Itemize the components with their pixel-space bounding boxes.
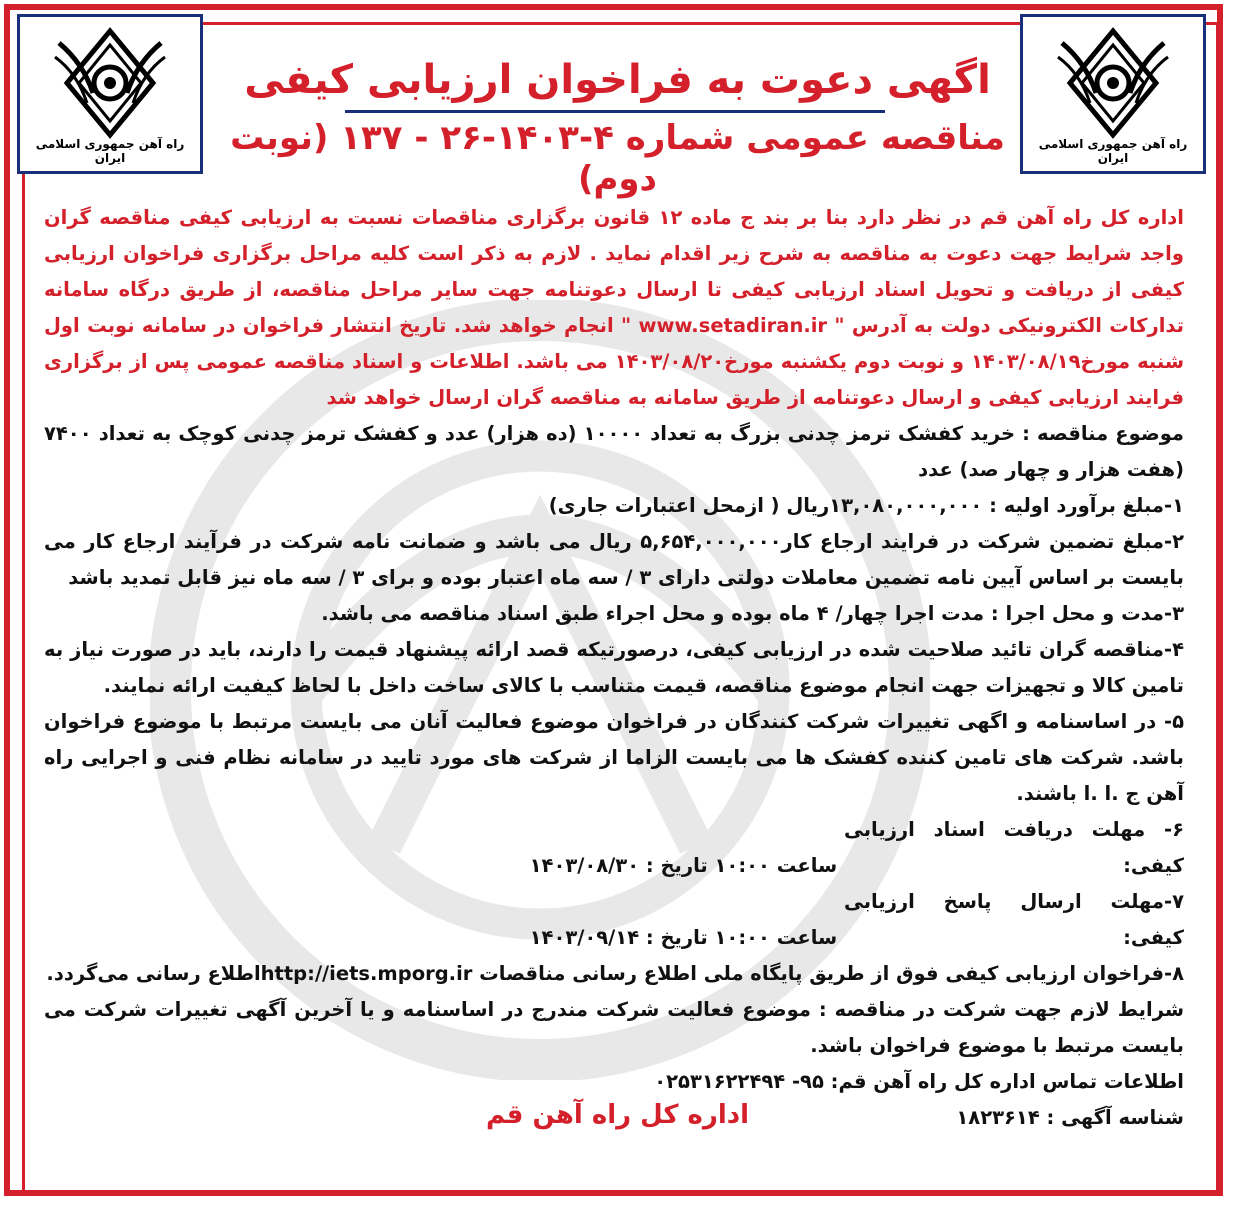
title-underline: [345, 110, 885, 113]
item-doc-deadline: [44, 812, 1184, 884]
issuer-signature: اداره کل راه آهن قم: [486, 1100, 749, 1130]
item-response-deadline: [44, 884, 1184, 956]
intro-paragraph: اداره کل راه آهن قم در نظر دارد بنا بر بند ج ماده ۱۲ قانون برگزاری مناقصات نسبت به ارزیابی کیفی مناقصه گران واجد شرایط جهت دعوت به مناقصه به شرح زیر اقدام نماید . لازم به ذکر است کلیه مراحل برگزاری فراخوان ارزیابی کیفی از دریافت و تحویل اسناد ارزیابی کیفی تا ارسال دعوتنامه جهت سایر مراحل مناقصه، از طریق درگاه سامانه تدارکات الکترونیکی دولت به آدرس " www.setadiran.ir " انجام خواهد شد. تاریخ انتشار فراخوان در سامانه نوبت اول شنبه مورخ۱۴۰۳/۰۸/۱۹ و نوبت دوم یکشنبه مورخ۱۴۰۳/۰۸/۲۰ می باشد. اطلاعات و اسناد مناقصه عمومی پس از برگزاری فرایند ارزیابی کیفی و ارسال دعوتنامه از طریق سامانه به مناقصه گران ارسال خواهد شد: [44, 206, 1184, 409]
contact-info: اطلاعات تماس اداره کل راه آهن قم: ۹۵- ۰۲۵۳۱۶۲۲۴۹۴: [654, 1070, 1184, 1093]
logo-caption: راه آهن جمهوری اسلامی ایران: [35, 137, 185, 165]
item-guarantee: ۲-مبلغ تضمین شرکت در فرایند ارجاع کار۵,۶۵۴,۰۰۰,۰۰۰ ریال می باشد و ضمانت نامه شرکت در فرآیند ارجاع کار می بایست بر اساس آیین نامه تضمین معاملات دولتی دارای ۳ / سه ماه اعتبار بوده و برای ۳ / سه ماه نیز قابل تمدید باشد: [44, 530, 1184, 589]
item-qualified-bidders: ۴-مناقصه گران تائید صلاحیت شده در ارزیابی کیفی، درصورتیکه قصد ارائه پیشنهاد قیمت را دارند، باید در صورت نیاز به تامین کالا و تجهیزات جهت انجام موضوع مناقصه، قیمت متناسب با کالای ساخت داخل با لحاظ کیفیت ارائه نمایند.: [44, 638, 1184, 697]
response-deadline-label: ۷-مهلت ارسال پاسخ ارزیابی کیفی:: [844, 890, 1184, 949]
doc-deadline-label: ۶- مهلت دریافت اسناد ارزیابی کیفی:: [844, 818, 1184, 877]
railway-logo-icon: [1056, 23, 1170, 143]
item-estimate: ۱-مبلغ برآورد اولیه : ۱۳,۰۸۰,۰۰۰,۰۰۰ریال ( ازمحل اعتبارات جاری): [548, 494, 1184, 517]
item-announcement-portal: ۸-فراخوان ارزیابی کیفی فوق از طریق پایگاه ملی اطلاع رسانی مناقصات http://iets.mporg.irاطلاع رسانی می‌گردد.: [46, 962, 1184, 985]
ad-title: اگهی دعوت به فراخوان ارزیابی کیفی: [244, 57, 991, 103]
ad-identifier: شناسه آگهی : ۱۸۲۳۶۱۴: [956, 1106, 1184, 1129]
logo-caption: راه آهن جمهوری اسلامی ایران: [1038, 137, 1188, 165]
tender-number-title: مناقصه عمومی شماره ۴-۱۴۰۳-۲۶ - ۱۳۷ (نوبت دوم): [230, 118, 1005, 199]
logo-box-right: [1020, 14, 1206, 174]
tender-subject: موضوع مناقصه : خرید کفشک ترمز چدنی بزرگ به تعداد ۱۰۰۰۰ (ده هزار) عدد و کفشک ترمز چدنی کوچک به تعداد ۷۴۰۰ (هفت هزار و چهار صد) عدد: [44, 422, 1184, 481]
logo-box-left: [17, 14, 203, 174]
railway-logo-icon: [53, 23, 167, 143]
response-deadline-value: ساعت ۱۰:۰۰ تاریخ : ۱۴۰۳/۰۹/۱۴: [529, 926, 838, 949]
item-duration: ۳-مدت و محل اجرا : مدت اجرا چهار/ ۴ ماه بوده و محل اجراء طبق اسناد مناقصه می باشد.: [321, 602, 1184, 625]
participation-conditions: شرایط لازم جهت شرکت در مناقصه : موضوع فعالیت شرکت مندرج در اساسنامه و یا آخرین آگهی تغییرات شرکت می بایست مرتبط با موضوع فراخوان باشد.: [44, 998, 1184, 1057]
doc-deadline-value: ساعت ۱۰:۰۰ تاریخ : ۱۴۰۳/۰۸/۳۰: [529, 854, 838, 877]
ad-body: [44, 200, 1184, 1136]
item-articles-of-association: ۵- در اساسنامه و اگهی تغییرات شرکت کنندگان در فراخوان موضوع فعالیت آنان می بایست مرتبط با موضوع فراخوان باشد. شرکت های تامین کننده کفشک ها می بایست الزاما از شرکت های مورد تایید در سامانه نظام فنی و اجرایی راه آهن ج .ا .ا باشند.: [44, 710, 1184, 805]
